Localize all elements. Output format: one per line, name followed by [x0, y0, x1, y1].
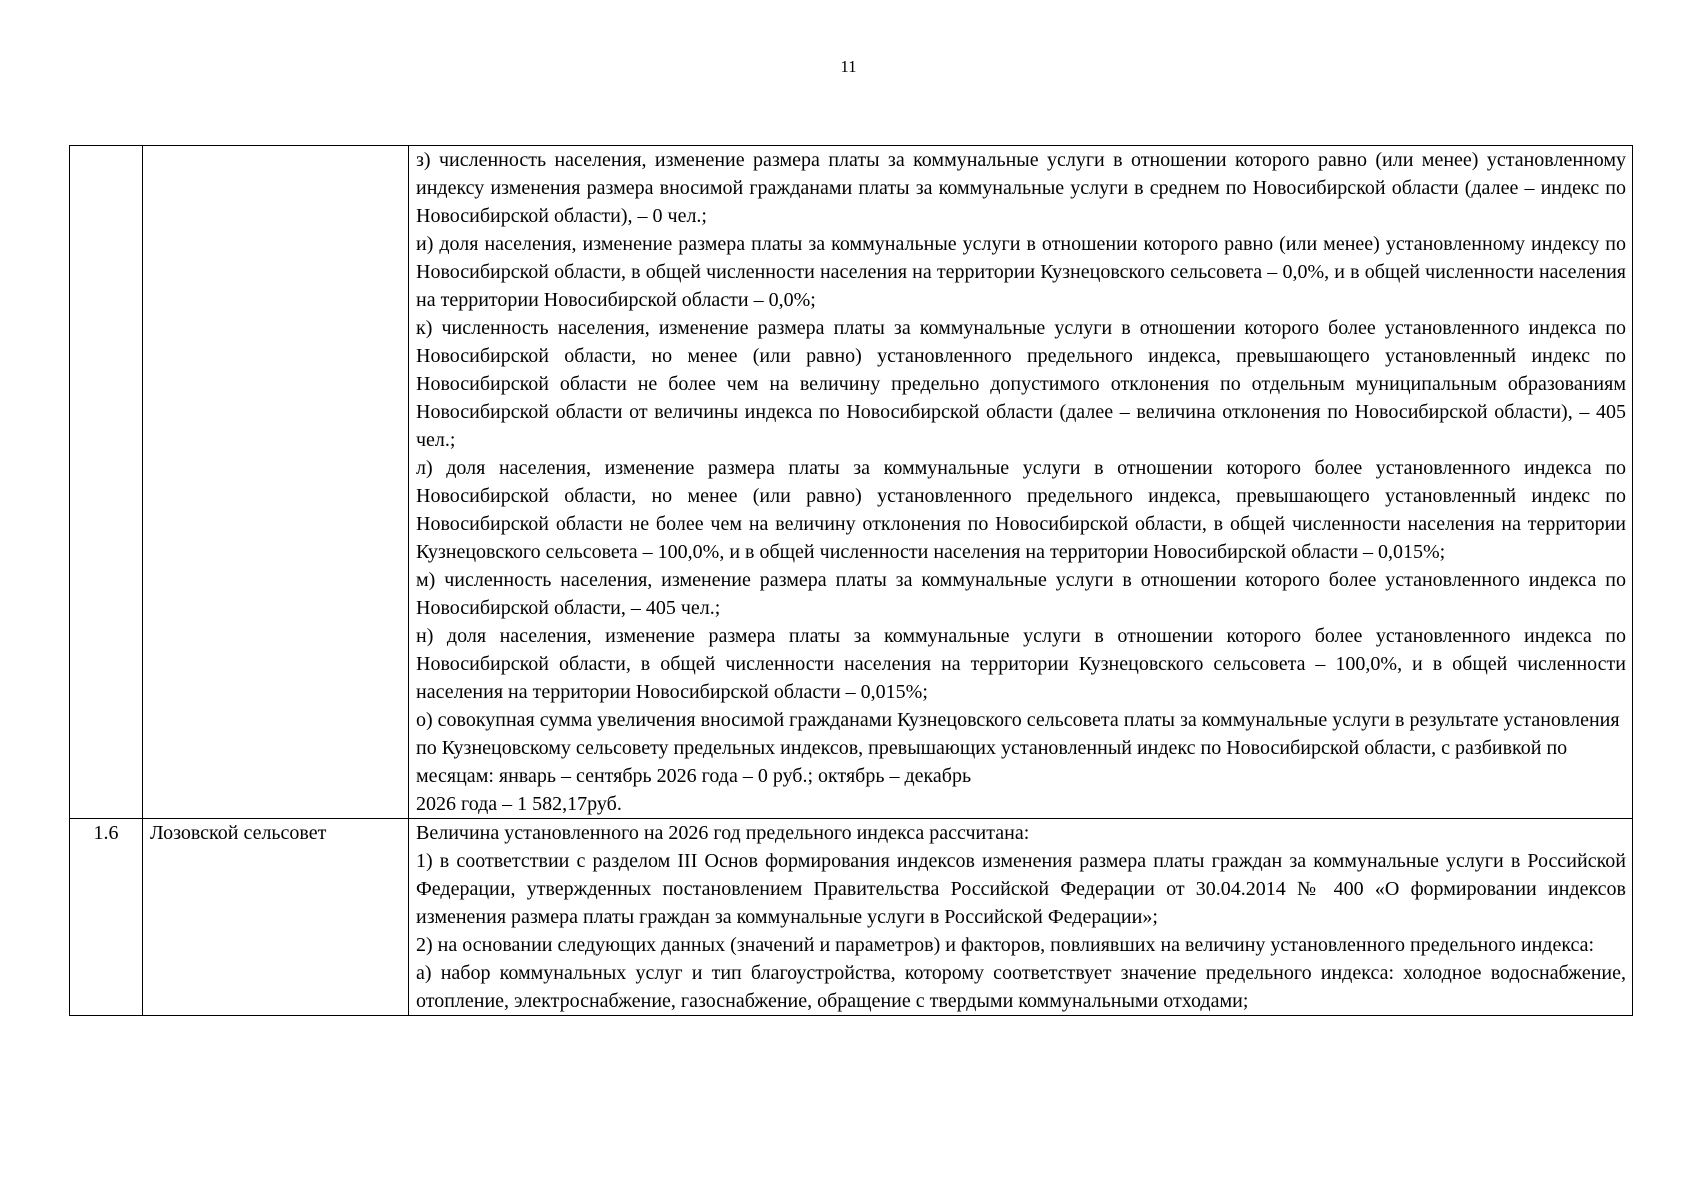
- paragraph-1: 1) в соответствии с разделом III Основ формирования индексов изменения размера платы граждан за коммунальные услуги в Российской Федерации, утвержденных постановлением Правительства Российской Федерации от 30.04.2014 № 400 «О формировании индексов изменения размера платы граждан за коммунальные услуги в Российской Федерации»;: [416, 850, 1626, 928]
- paragraph-i: и) доля населения, изменение размера платы за коммунальные услуги в отношении которого равно (или менее) установленному индексу по Новосибирской области, в общей численности населения на территории Кузнецовского сельсовета – 0,0%, и в общей численности населения на территории Новосибирской области – 0,0%;: [416, 233, 1626, 311]
- description-cell: [409, 819, 1633, 1016]
- page-number: 11: [840, 57, 857, 76]
- paragraph-2: 2) на основании следующих данных (значений и параметров) и факторов, повлиявших на величину установленного предельного индекса:: [416, 934, 1595, 956]
- row-number-cell: [70, 146, 143, 819]
- paragraph-n: н) доля населения, изменение размера платы за коммунальные услуги в отношении которого более установленного индекса по Новосибирской области, в общей численности населения на территории Кузнецовского сельсовета – 100,0%, и в общей численности населения на территории Новосибирской области – 0,015%;: [416, 625, 1626, 703]
- table-row: [70, 819, 1633, 1016]
- municipality-name-cell: Лозовской сельсовет: [143, 819, 409, 1016]
- paragraph-z: з) численность населения, изменение размера платы за коммунальные услуги в отношении которого равно (или менее) установленному индексу изменения размера вносимой гражданами платы за коммунальные услуги в среднем по Новосибирской области (далее – индекс по Новосибирской области), – 0 чел.;: [416, 149, 1626, 227]
- table-row: [70, 146, 1633, 819]
- municipality-name-cell: [143, 146, 409, 819]
- paragraph-o-continuation: 2026 года – 1 582,17руб.: [416, 793, 622, 815]
- limit-index-table: [69, 145, 1633, 1016]
- paragraph-m: м) численность населения, изменение размера платы за коммунальные услуги в отношении которого более установленного индекса по Новосибирской области, – 405 чел.;: [416, 569, 1626, 619]
- paragraph-l: л) доля населения, изменение размера платы за коммунальные услуги в отношении которого более установленного индекса по Новосибирской области, но менее (или равно) установленного предельного индекса, превышающего установленный индекс по Новосибирской области не более чем на величину отклонения по Новосибирской области, в общей численности населения на территории Кузнецовского сельсовета – 100,0%, и в общей численности населения на территории Новосибирской области – 0,015%;: [416, 457, 1626, 563]
- paragraph-a: а) набор коммунальных услуг и тип благоустройства, которому соответствует значение предельного индекса: холодное водоснабжение, отопление, электроснабжение, газоснабжение, обращение с твердыми коммунальными отходами;: [416, 962, 1626, 1012]
- row-number-cell: 1.6: [70, 819, 143, 1016]
- description-cell: [409, 146, 1633, 819]
- paragraph-intro: Величина установленного на 2026 год предельного индекса рассчитана:: [416, 822, 1030, 844]
- paragraph-o: о) совокупная сумма увеличения вносимой гражданами Кузнецовского сельсовета платы за коммунальные услуги в результате установления по Кузнецовскому сельсовету предельных индексов, превышающих установленный индекс по Новосибирской области, с разбивкой по месяцам: январь – сентябрь 2026 года – 0 руб.; октябрь – декабрь: [416, 709, 1620, 787]
- paragraph-k: к) численность населения, изменение размера платы за коммунальные услуги в отношении которого более установленного индекса по Новосибирской области, но менее (или равно) установленного предельного индекса, превышающего установленный индекс по Новосибирской области не более чем на величину предельно допустимого отклонения по отдельным муниципальным образованиям Новосибирской области от величины индекса по Новосибирской области (далее – величина отклонения по Новосибирской области), – 405 чел.;: [416, 317, 1626, 451]
